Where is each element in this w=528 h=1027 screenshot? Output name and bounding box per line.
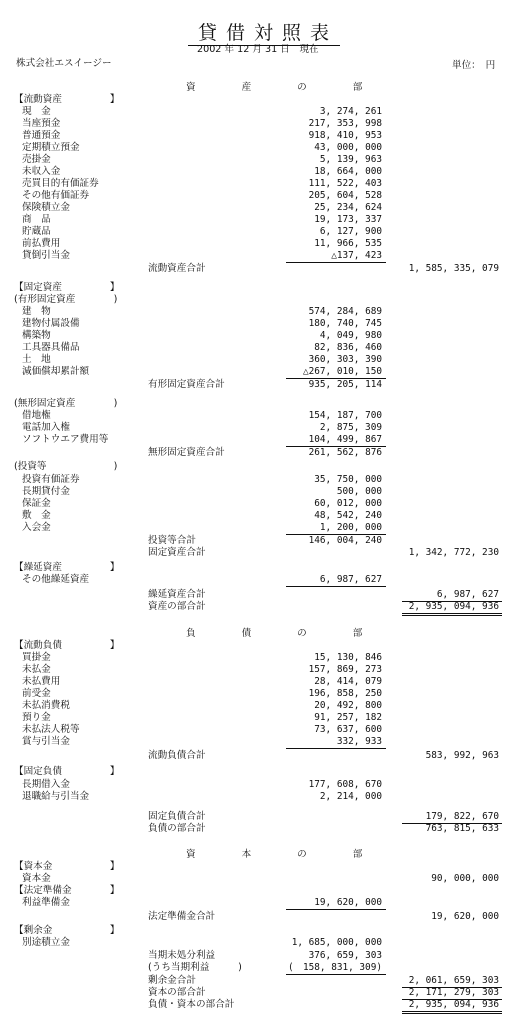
amount-total: 19, 620, 000 <box>431 911 499 922</box>
amount-inner: 11, 966, 535 <box>314 238 382 249</box>
amount-inner: 25, 234, 624 <box>314 202 382 213</box>
row-label: 当座預金 <box>22 118 61 129</box>
double-underline <box>402 1011 502 1012</box>
amount-total: 763, 815, 633 <box>425 823 499 834</box>
row-label: 当期未処分利益 <box>148 950 216 961</box>
row-label: 普通預金 <box>22 130 61 141</box>
amount-total: 1, 585, 335, 079 <box>408 263 499 274</box>
amount-inner: 19, 620, 000 <box>314 897 382 908</box>
row-label: 現 金 <box>22 106 51 117</box>
row-label: 別途積立金 <box>22 937 70 948</box>
row-label: 長期借入金 <box>22 779 70 790</box>
amount-inner: 180, 740, 745 <box>308 318 382 329</box>
row-label: 未払消費税 <box>22 700 70 711</box>
amount-inner: 4, 049, 980 <box>319 330 382 341</box>
amount-inner: 43, 000, 000 <box>314 142 382 153</box>
amount-inner: 196, 858, 250 <box>308 688 382 699</box>
row-label: 【流動資産 】 <box>14 94 120 105</box>
amount-inner: 2, 214, 000 <box>319 791 382 802</box>
underline <box>286 909 386 910</box>
row-label: その他繰延資産 <box>22 574 90 585</box>
company-name: 株式会社エスイージー <box>16 58 112 69</box>
amount-inner: 332, 933 <box>336 736 382 747</box>
row-label: 貯蔵品 <box>22 226 51 237</box>
underline <box>286 262 386 263</box>
row-label: 前受金 <box>22 688 51 699</box>
amount-total: 2, 061, 659, 303 <box>408 975 499 986</box>
row-label: 【流動負債 】 <box>14 640 120 651</box>
double-underline <box>402 1013 502 1014</box>
amount-total: 179, 822, 670 <box>425 811 499 822</box>
row-label: 商 品 <box>22 214 51 225</box>
amount-inner: 500, 000 <box>336 486 382 497</box>
amount-inner: 1, 685, 000, 000 <box>291 937 382 948</box>
unit-label: 単位： 円 <box>452 60 496 71</box>
amount-inner: 20, 492, 800 <box>314 700 382 711</box>
amount-inner: 104, 499, 867 <box>308 434 382 445</box>
amount-inner: 918, 410, 953 <box>308 130 382 141</box>
row-label: 未払費用 <box>22 676 61 687</box>
row-label: 構築物 <box>22 330 51 341</box>
amount-inner: △267, 010, 150 <box>302 366 382 377</box>
row-label: 投資有価証券 <box>22 474 80 485</box>
row-label: (投資等 ) <box>14 461 118 472</box>
amount-inner: 73, 637, 600 <box>314 724 382 735</box>
row-label: 土 地 <box>22 354 51 365</box>
row-label: (有形固定資産 ) <box>14 294 118 305</box>
amount-total: 6, 987, 627 <box>436 589 499 600</box>
amount-inner: 261, 562, 876 <box>308 447 382 458</box>
row-label: 入会金 <box>22 522 51 533</box>
amount-total: 90, 000, 000 <box>431 873 499 884</box>
amount-inner: 3, 274, 261 <box>319 106 382 117</box>
amount-total: 1, 342, 772, 230 <box>408 547 499 558</box>
row-label: 退職給与引当金 <box>22 791 90 802</box>
row-label: 【繰延資産 】 <box>14 562 120 573</box>
row-label: 【資本金 】 <box>14 861 120 872</box>
row-label: 資本金 <box>22 873 51 884</box>
amount-inner: 18, 664, 000 <box>314 166 382 177</box>
row-label: 【剰余金 】 <box>14 925 120 936</box>
amount-inner: 6, 127, 900 <box>319 226 382 237</box>
row-label: 固定資産合計 <box>148 547 206 558</box>
row-label: 預り金 <box>22 712 51 723</box>
row-label: 減価償却累計額 <box>22 366 90 377</box>
row-label: 買掛金 <box>22 652 51 663</box>
row-label: 借地権 <box>22 410 51 421</box>
row-label: 流動資産合計 <box>148 263 206 274</box>
underline <box>286 974 386 975</box>
row-label: 【法定準備金 】 <box>14 885 120 896</box>
row-label: 未払法人税等 <box>22 724 80 735</box>
row-label: 工具器具備品 <box>22 342 80 353</box>
row-label: 剰余金合計 <box>148 975 196 986</box>
row-label: 売掛金 <box>22 154 51 165</box>
amount-total: 2, 171, 279, 303 <box>408 987 499 998</box>
amount-inner: 935, 205, 114 <box>308 379 382 390</box>
row-label: 未収入金 <box>22 166 61 177</box>
section-capital-heading: 資本の部 <box>186 849 409 860</box>
double-underline <box>402 615 502 616</box>
amount-total: 583, 992, 963 <box>425 750 499 761</box>
row-label: ソフトウエア費用等 <box>22 434 109 445</box>
row-label: 保証金 <box>22 498 51 509</box>
row-label: 前払費用 <box>22 238 61 249</box>
amount-inner: 574, 284, 689 <box>308 306 382 317</box>
row-label: 無形固定資産合計 <box>148 447 225 458</box>
row-label: 建物付属設備 <box>22 318 80 329</box>
row-label: 電話加入権 <box>22 422 70 433</box>
amount-inner: 360, 303, 390 <box>308 354 382 365</box>
row-label: 利益準備金 <box>22 897 70 908</box>
amount-inner: 1, 200, 000 <box>319 522 382 533</box>
amount-inner: 6, 987, 627 <box>319 574 382 585</box>
amount-inner: 111, 522, 403 <box>308 178 382 189</box>
row-label: 負債の部合計 <box>148 823 206 834</box>
row-label: その他有価証券 <box>22 190 90 201</box>
amount-inner: 28, 414, 079 <box>314 676 382 687</box>
amount-inner: △137, 423 <box>331 250 382 261</box>
amount-inner: 60, 012, 000 <box>314 498 382 509</box>
section-assets-heading: 資産の部 <box>186 82 409 93</box>
amount-total: 2, 935, 094, 936 <box>408 601 499 612</box>
amount-inner: 82, 836, 460 <box>314 342 382 353</box>
amount-inner: 5, 139, 963 <box>319 154 382 165</box>
report-date: 2002 年 12 月 31 日 現在 <box>197 44 319 55</box>
row-label: 有形固定資産合計 <box>148 379 225 390</box>
row-label: 資本の部合計 <box>148 987 206 998</box>
underline <box>286 586 386 587</box>
amount-inner: ( 158, 831, 309) <box>287 962 382 973</box>
amount-inner: 146, 004, 240 <box>308 535 382 546</box>
amount-inner: 2, 875, 309 <box>319 422 382 433</box>
row-label: 賞与引当金 <box>22 736 70 747</box>
amount-inner: 19, 173, 337 <box>314 214 382 225</box>
amount-inner: 157, 869, 273 <box>308 664 382 675</box>
row-label: 繰延資産合計 <box>148 589 206 600</box>
amount-inner: 217, 353, 998 <box>308 118 382 129</box>
amount-total: 2, 935, 094, 936 <box>408 999 499 1010</box>
amount-inner: 177, 608, 670 <box>308 779 382 790</box>
row-label: 固定負債合計 <box>148 811 206 822</box>
row-label: 未払金 <box>22 664 51 675</box>
row-label: 資産の部合計 <box>148 601 206 612</box>
section-liabilities-heading: 負債の部 <box>186 628 409 639</box>
row-label: 貸倒引当金 <box>22 250 70 261</box>
amount-inner: 205, 604, 528 <box>308 190 382 201</box>
row-label: 定期積立預金 <box>22 142 80 153</box>
row-label: 【固定負債 】 <box>14 766 120 777</box>
row-label: 【固定資産 】 <box>14 282 120 293</box>
row-label: 負債・資本の部合計 <box>148 999 235 1010</box>
amount-inner: 35, 750, 000 <box>314 474 382 485</box>
amount-inner: 48, 542, 240 <box>314 510 382 521</box>
row-label: 建 物 <box>22 306 51 317</box>
row-label: (うち当期利益 ) <box>148 962 242 973</box>
row-label: 投資等合計 <box>148 535 196 546</box>
underline <box>286 748 386 749</box>
row-label: 長期貸付金 <box>22 486 70 497</box>
amount-inner: 91, 257, 182 <box>314 712 382 723</box>
row-label: 保険積立金 <box>22 202 70 213</box>
row-label: (無形固定資産 ) <box>14 398 118 409</box>
amount-inner: 154, 187, 700 <box>308 410 382 421</box>
row-label: 売買目的有価証券 <box>22 178 99 189</box>
amount-inner: 15, 130, 846 <box>314 652 382 663</box>
amount-inner: 376, 659, 303 <box>308 950 382 961</box>
row-label: 法定準備金合計 <box>148 911 216 922</box>
row-label: 流動負債合計 <box>148 750 206 761</box>
row-label: 敷 金 <box>22 510 51 521</box>
double-underline <box>402 613 502 614</box>
page-title: 貸借対照表 <box>0 18 528 45</box>
